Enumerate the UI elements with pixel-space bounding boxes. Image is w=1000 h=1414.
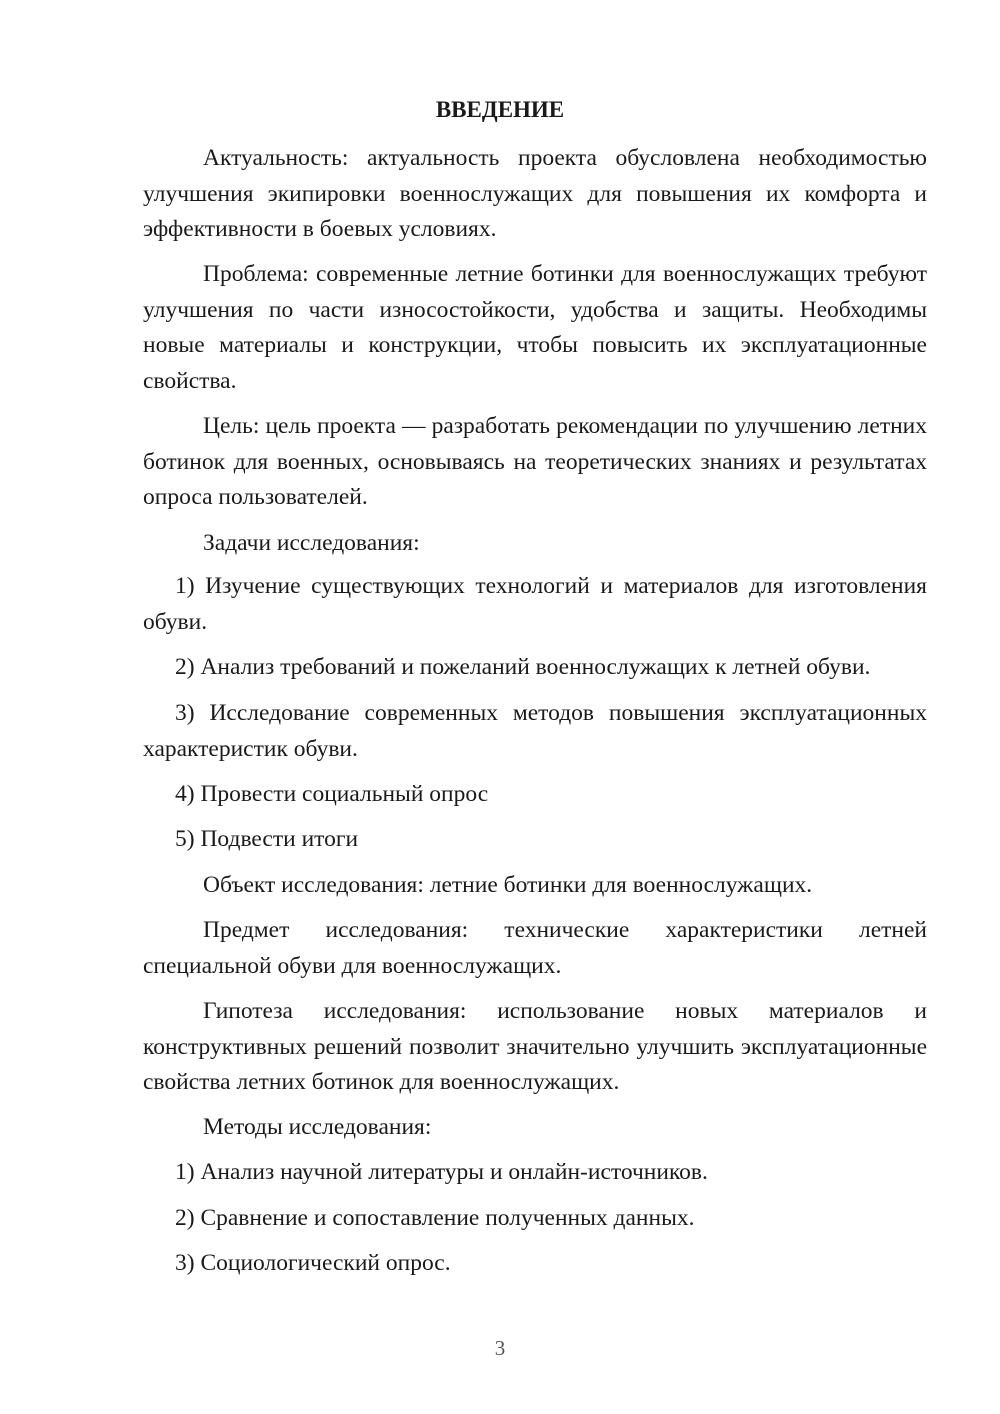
- problem-paragraph: Проблема: современные летние ботинки для военнослужащих требуют улучшения по части износостойкости, удобства и защиты. Необходимы новые материалы и конструкции, чтобы повысить их эксплуатационные свойства.: [143, 261, 927, 394]
- page-number: 3: [494, 1336, 506, 1360]
- hypothesis-paragraph: Гипотеза исследования: использование новых материалов и конструктивных решений позволит значительно улучшить эксплуатационные свойства летних ботинок для военнослужащих.: [143, 998, 927, 1095]
- method-item-2: 2) Сравнение и сопоставление полученных данных.: [175, 1205, 695, 1231]
- method-item-3: 3) Социологический опрос.: [175, 1250, 451, 1276]
- subject-paragraph: Предмет исследования: технические характеристики летней специальной обуви для военнослужащих.: [143, 917, 927, 979]
- task-item-1: 1) Изучение существующих технологий и материалов для изготовления обуви.: [143, 573, 927, 635]
- tasks-title: Задачи исследования:: [203, 530, 420, 556]
- task-item-4: 4) Провести социальный опрос: [175, 781, 489, 807]
- goal-paragraph: Цель: цель проекта — разработать рекомендации по улучшению летних ботинок для военных, основываясь на теоретических знаниях и результатах опроса пользователей.: [143, 413, 927, 510]
- task-item-3: 3) Исследование современных методов повышения эксплуатационных характеристик обуви.: [143, 700, 927, 762]
- task-item-5: 5) Подвести итоги: [175, 826, 359, 852]
- task-item-2: 2) Анализ требований и пожеланий военнослужащих к летней обуви.: [175, 654, 871, 680]
- relevance-paragraph: Актуальность: актуальность проекта обусловлена необходимостью улучшения экипировки военнослужащих для повышения их комфорта и эффективности в боевых условиях.: [143, 145, 927, 242]
- method-item-1: 1) Анализ научной литературы и онлайн-источников.: [175, 1159, 708, 1185]
- methods-title: Методы исследования:: [203, 1114, 432, 1140]
- section-heading: ВВЕДЕНИЕ: [435, 97, 565, 122]
- object-paragraph: Объект исследования: летние ботинки для военнослужащих.: [203, 872, 813, 898]
